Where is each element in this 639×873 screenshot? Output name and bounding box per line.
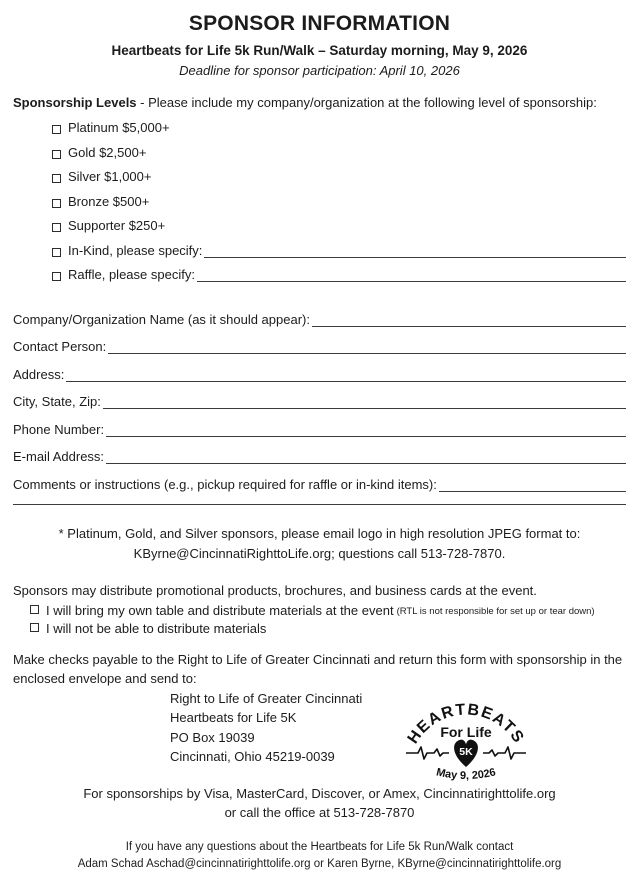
logo-5k-text: 5K: [459, 745, 473, 758]
level-option-inkind: [52, 242, 626, 258]
heartbeats-logo: [396, 681, 536, 796]
checks-bottom: [13, 689, 626, 782]
sponsorship-levels-heading-rest: - Please include my company/organization at the following level of sponsorship:: [136, 95, 597, 110]
own-table-checkbox[interactable]: [30, 605, 39, 614]
payment-note-line2: or call the office at 513-728-7870: [224, 804, 415, 820]
own-table-label: I will bring my own table and distribute materials at the event: [46, 602, 394, 618]
questions-note-line2: Adam Schad Aschad@cincinnatirighttolife.org or Karen Byrne, KByrne@cincinnatirighttolife.org: [77, 857, 562, 870]
contact-fields: [13, 299, 626, 505]
mailing-address-line4: Cincinnati, Ohio 45219-0039: [170, 749, 335, 764]
phone-number-line[interactable]: [106, 423, 626, 437]
inkind-checkbox[interactable]: [52, 248, 61, 257]
comments-overflow-line[interactable]: [13, 492, 626, 505]
checks-section: [13, 650, 626, 782]
raffle-label: Raffle, please specify:: [68, 267, 195, 282]
level-option-gold: [52, 144, 626, 160]
sponsorship-levels-heading: [13, 95, 626, 110]
own-table-note: (RTL is not responsible for set up or tear down): [396, 605, 595, 617]
raffle-checkbox[interactable]: [52, 272, 61, 281]
mailing-address-line1: Right to Life of Greater Cincinnati: [170, 690, 363, 706]
logo-date-text: May 9, 2026: [435, 765, 497, 782]
contact-person-line[interactable]: [108, 340, 626, 354]
comments-line[interactable]: [439, 478, 626, 492]
questions-note: [13, 839, 626, 873]
inkind-label: In-Kind, please specify:: [68, 242, 203, 258]
silver-checkbox[interactable]: [52, 174, 61, 183]
email-address-label: E-mail Address:: [13, 449, 105, 464]
logo-arc-text: HEARTBEATS: [404, 700, 528, 747]
questions-note-line1: If you have any questions about the Heartbeats for Life 5k Run/Walk contact: [125, 840, 514, 853]
logo-email-note: [13, 524, 626, 564]
address-label: Address:: [13, 366, 65, 382]
page-title: SPONSOR INFORMATION: [188, 12, 451, 35]
payment-note-line1: For sponsorships by Visa, MasterCard, Discover, or Amex, Cincinnatirighttolife.org: [83, 785, 556, 801]
logo-for-life-text: For Life: [440, 723, 492, 740]
company-name-line[interactable]: [312, 313, 626, 327]
no-materials-checkbox[interactable]: [30, 623, 39, 632]
comments-label: Comments or instructions (e.g., pickup required for raffle or in-kind items):: [13, 476, 437, 492]
platinum-label: Platinum $5,000+: [68, 120, 170, 135]
distribution-intro: Sponsors may distribute promotional products, brochures, and business cards at the event.: [13, 582, 537, 598]
logo-email-note-line1: * Platinum, Gold, and Silver sponsors, please email logo in high resolution JPEG format to:: [58, 525, 581, 541]
distribution-option-no-materials: [30, 621, 626, 636]
sponsorship-level-options: [13, 122, 626, 282]
heart-icon: [454, 739, 478, 766]
event-subtitle: Heartbeats for Life 5k Run/Walk – Saturday morning, May 9, 2026: [111, 43, 528, 58]
no-materials-label: I will not be able to distribute materials: [46, 620, 267, 636]
distribution-option-own-table: [30, 603, 626, 618]
address-row: [13, 354, 626, 382]
contact-person-label: Contact Person:: [13, 339, 107, 354]
level-option-supporter: [52, 220, 626, 233]
company-name-label: Company/Organization Name (as it should appear):: [13, 311, 310, 327]
deadline-note: Deadline for sponsor participation: April 10, 2026: [179, 63, 460, 78]
contact-person-row: [13, 327, 626, 355]
gold-label: Gold $2,500+: [68, 144, 147, 160]
level-option-silver: [52, 171, 626, 184]
level-option-platinum: [52, 122, 626, 135]
logo-email-note-line2: KByrne@CincinnatiRighttoLife.org; questions call 513-728-7870.: [133, 545, 506, 561]
svg-text:May 9, 2026: [435, 766, 497, 782]
supporter-label: Supporter $250+: [68, 218, 166, 233]
email-address-line[interactable]: [106, 450, 626, 464]
sponsorship-levels-heading-bold: Sponsorship Levels: [13, 95, 137, 110]
level-option-raffle: [52, 269, 626, 282]
city-state-zip-label: City, State, Zip:: [13, 394, 101, 409]
email-address-row: [13, 437, 626, 465]
city-state-zip-line[interactable]: [103, 395, 626, 409]
raffle-specify-line[interactable]: [197, 268, 626, 282]
supporter-checkbox[interactable]: [52, 223, 61, 232]
distribution-section: [13, 583, 626, 636]
ekg-line-left: [406, 747, 449, 759]
platinum-checkbox[interactable]: [52, 125, 61, 134]
company-name-row: [13, 299, 626, 327]
checks-instructions: Make checks payable to the Right to Life of Greater Cincinnati and return this form with sponsorship in the enclosed envelope and send to:: [13, 651, 623, 686]
ekg-line-right: [483, 747, 526, 759]
phone-number-label: Phone Number:: [13, 421, 105, 437]
mailing-address-line3: PO Box 19039: [170, 729, 255, 745]
phone-number-row: [13, 409, 626, 437]
level-option-bronze: [52, 193, 626, 209]
bronze-checkbox[interactable]: [52, 199, 61, 208]
heartbeats-logo-svg: [396, 681, 536, 796]
address-line[interactable]: [66, 368, 626, 382]
gold-checkbox[interactable]: [52, 150, 61, 159]
inkind-specify-line[interactable]: [204, 244, 626, 258]
comments-row: [13, 464, 626, 492]
city-state-zip-row: [13, 382, 626, 410]
bronze-label: Bronze $500+: [68, 193, 150, 209]
mailing-address-line2: Heartbeats for Life 5K: [170, 710, 297, 725]
silver-label: Silver $1,000+: [68, 169, 152, 184]
